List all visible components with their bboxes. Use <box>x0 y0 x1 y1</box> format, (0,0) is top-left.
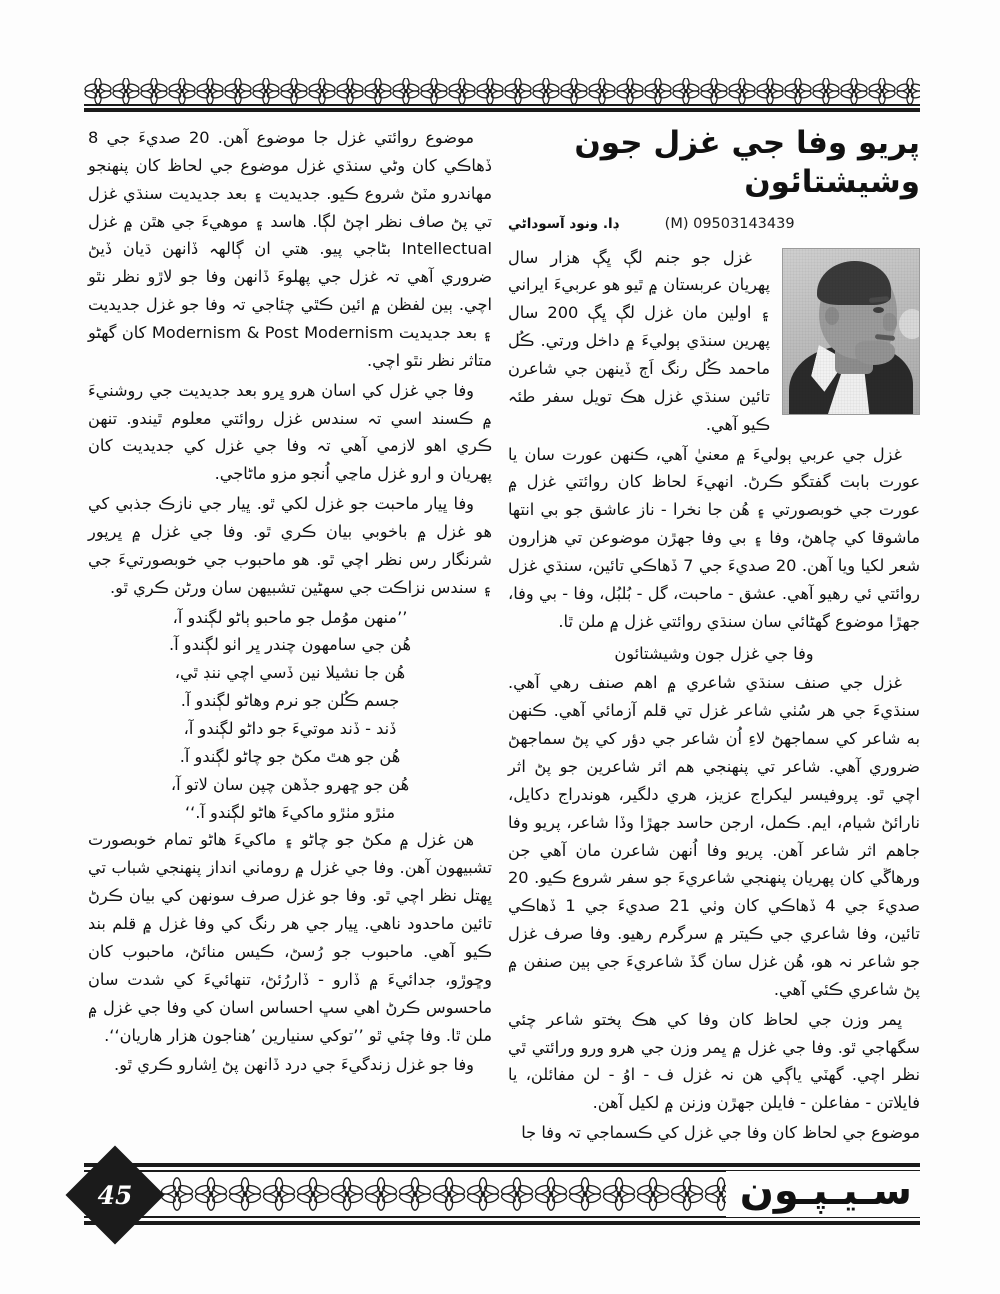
section-subheading: وفا جي غزل جون وشيشتائون <box>614 643 814 663</box>
paragraph-text: وفا جو غزل زندگيءَ جي درد ڏانهن پڻ اِشارو ڪري ٿو. <box>114 1055 474 1075</box>
author-phone: (M) 09503143439 <box>664 215 795 232</box>
verse-line: جسم ڪُلن جو نرم وهاڻو لڳندو آ. <box>180 691 400 711</box>
page-number: 45 <box>97 1180 133 1210</box>
article-title: پريو وفا جي غزل جون وشيشتائون <box>574 125 920 200</box>
verse-block <box>88 604 492 827</box>
portrait-halftone-grain <box>783 249 919 414</box>
floral-rosette-icon <box>84 78 920 104</box>
paragraph <box>508 1119 920 1147</box>
verse-line: هُن جا نشيلا نين ڏسي اچي ننڊ ٿي، <box>174 663 406 683</box>
paragraph <box>508 441 920 636</box>
verse-line: هُن جو هٿ مکڻ جو چاڻو لڳندو آ. <box>179 746 401 766</box>
paragraph-text: موضوع روائتي غزل جا موضوع آهن. 20 صديءَ جي 8 ڏهاڪي کان وڻي سنڌي غزل موضوع جي لحاظ کان پنهنجو مهاندرو مٽڻ شروع ڪيو. جديديت ۽ بعد جديديت سنڌي غزل تي پڻ صاف نظر اچڻ لڳا. هاسد ۽ موهيءَ جي هٿن ۾ غزل Intellectual بڻاجي پيو. هتي ان ڳالهہ ڏانهن ڌيان ڏيڻ ضروري آهي تہ غزل جي پهلوءَ ڏانهن وفا جو لاڙو نظر نٿو اچي. ٻين لفظن ۾ ائين ڪٿي چئاجي تہ وفا جو غزل جديديت ۽ بعد جديديت Modernism & Post Modernism کان گهڻو متاثر نظر نٿو اچي. <box>88 128 493 370</box>
paragraph <box>88 124 492 375</box>
paragraph-text: ڀمر وزن جي لحاظ کان وفا کي هڪ پختو شاعر چئي سگهاجي ٿو. وفا جي غزل ۾ ڀمر وزن جي هرو ورو ورائتي ٿي نظر اچي. گهٽي ياڳي هن نہ غزل ف - اوُ - لن مفائلن، يا فايلاتن - مفاعلن - فايلن جهڙن وزنن ۾ لکيل آهن. <box>508 1009 920 1113</box>
verse-line: ’’منهن موُمل جو ماحبو ٻاڻو لڳندو آ، <box>172 607 408 627</box>
paragraph-text: موضوع جي لحاظ کان وفا جي غزل کي ڪسماجي تہ وفا جا <box>521 1123 920 1143</box>
magazine-name: سـيـپـون <box>726 1171 920 1217</box>
floral-rosette-icon <box>160 1177 726 1211</box>
verse-line: هُن جو ڇهرو جڏهن چپن سان لاتو آ، <box>170 774 410 794</box>
byline <box>508 216 920 232</box>
paragraph-text: وفا جي غزل کي اسان هرو ڀرو بعد جديديت جي روشنيءَ ۾ ڪسند اسي تہ سندس غزل روائتي معلوم ٿيندو. تنهن ڪري اهو لازمي آهي تہ وفا جي غزل کي جديديت کان پهريان و ارو غزل ماڃي اُنجو مزو ماڻاجي. <box>88 380 492 484</box>
footer-rule-thick-2 <box>84 1221 920 1225</box>
footer-band <box>84 1168 920 1216</box>
right-text-column <box>508 124 920 1149</box>
paragraph-text: غزل جي صنف سنڌي شاعري ۾ اهم صنف رهي آهي. سنڌيءَ جي هر سُٺي شاعر غزل تي قلم آزمائي آهي. ڪنهن به شاعر کي سماجهڻ لاءِ اُن شاعر جي دؤر کي پڻ سماجهڻ ضروري آهي. شاعر تي پنهنجي هم اثر شاعرين جو پڻ اثر اچي ٿو. پروفيسر ليکراج عزيز، هري دلگير، هوندراج دکايل، نارائڻ شيام، ايم. ڪمل، ارجن حاسد جهڙا وڏا شاعر، پريو وفا جاهم اثر شاعر آهن. پريو وفا اُنهن شاعرن مان آهي جن ورهاڱي کان پهريان پنهنجي شاعريءَ جو سفر شروع ڪيو. 20 صديءَ جي 4 ڏهاڪي کان وٺي 21 صديءَ جي 1 ڏهاڪي تائين، وفا شاعري جي ڪيتر ۾ سرگرم رهيو. وفا صرف غزل جو شاعر نہ هو، هُن غزل سان گڏ شاعريءَ جي ٻين صنفن ۾ پڻ شاعري ڪئي آهي. <box>508 673 920 999</box>
paragraph <box>508 669 920 1003</box>
paragraph <box>88 1051 492 1079</box>
verse-line: ڏند - ڏند موتيءَ جو داڻو لڳندو آ، <box>183 719 397 739</box>
paragraph <box>508 1006 920 1117</box>
paragraph <box>88 377 492 488</box>
verse-line: مٺڙو مٺڙو ماکيءَ هاڻو لڳندو آ.‘‘ <box>184 802 396 822</box>
paragraph <box>88 490 492 601</box>
verse-line: هُن جي سامهون چندر ڀر اٺو لڳندو آ. <box>169 635 411 655</box>
author-portrait <box>782 248 920 415</box>
left-text-column <box>88 124 492 1081</box>
paragraph-text: غزل جي عربي ٻوليءَ ۾ معنيٰ آهي، ڪنهن عورت سان يا عورت بابت گفتگو ڪرڻ. انهيءَ لحاظ کان روائتي غزل ۾ عورت جي خوبصورتي ۽ هُن جا نخرا - ناز عاشق جو بي انتها ماشوقا کي چاهڻ، وفا ۽ بي وفا جهڙن موضوعن تي هزارون شعر لکيا ويا آهن. 20 صديءَ جي 7 ڏهاڪي تائين، سنڌي غزل روائتي ئي رهيو آهي. عشق - ماحبت، گل - بُلبُل، وفا - بي وفا، جهڙا موضوع گهڻائي سان سنڌي روائتي غزل ۾ ملن ٿا. <box>508 444 921 631</box>
paragraph-text: وفا ڀيار ماحبت جو غزل لکي ٿو. ڀيار جي نازڪ جذبي کي هو غزل ۾ باخوبي بيان ڪري ٿو. وفا جي غزل ۾ ڀرپور شرنگار رس نظر اچي ٿو. هو ماحبوب جي خوبصورتيءَ جي ۽ سندس نزاڪت جي سهڻين تشبيهن سان ورڻن ڪري ٿو. <box>88 494 492 597</box>
header-rule-thick <box>84 108 920 112</box>
author-name: ڊا. ونود آسوداڻي <box>508 215 619 232</box>
paragraph <box>88 826 492 1049</box>
paragraph-text: هن غزل ۾ مکڻ جو چاڻو ۽ ماکيءَ هاڻو تمام خوبصورت تشبيهون آهن. وفا جي غزل ۾ روماني انداز پنهنجي شباب تي ڀهتل نظر اچي ٿو. وفا جو غزل صرف سونهن کي بيان ڪرڻ تائين ماحدود ناهي. ڀيار جي هر رنگ کي وفا غزل ۾ قلم بند ڪيو آهي. ماحبوب جو رُسڻ، ڪيس منائڻ، ماحبوب کان وڇوڙو، جدائيءَ ۾ ڏارو - ڏاررُئڻ، تنهائيءَ کي شدت سان ماحسوس ڪرڻ اهي سڀ احساس اسان کي وفا جي غزل ۾ ملن ٿا. وفا چئي ٿو ’’توکي سنيارين ’هناجون هزار هاريان‘‘. <box>88 830 492 1045</box>
page-footer <box>84 1163 920 1225</box>
page-header <box>84 78 920 112</box>
paragraph-text: غزل جو جنم لڳ ڀڳ هزار سال پهريان عربستان ۾ ٿيو هو عربيءَ ايراني ۽ اولين مان غزل لڳ ڀڳ 200 سال پهرين سنڌي ٻوليءَ ۾ داخل ورتي. ڪُل ماحمد ڪُل رنگ اَڄ ڏينهن جي شاعرن تائين سنڌي غزل هڪ تويل سفر طئہ ڪيو آهي. <box>508 247 771 434</box>
